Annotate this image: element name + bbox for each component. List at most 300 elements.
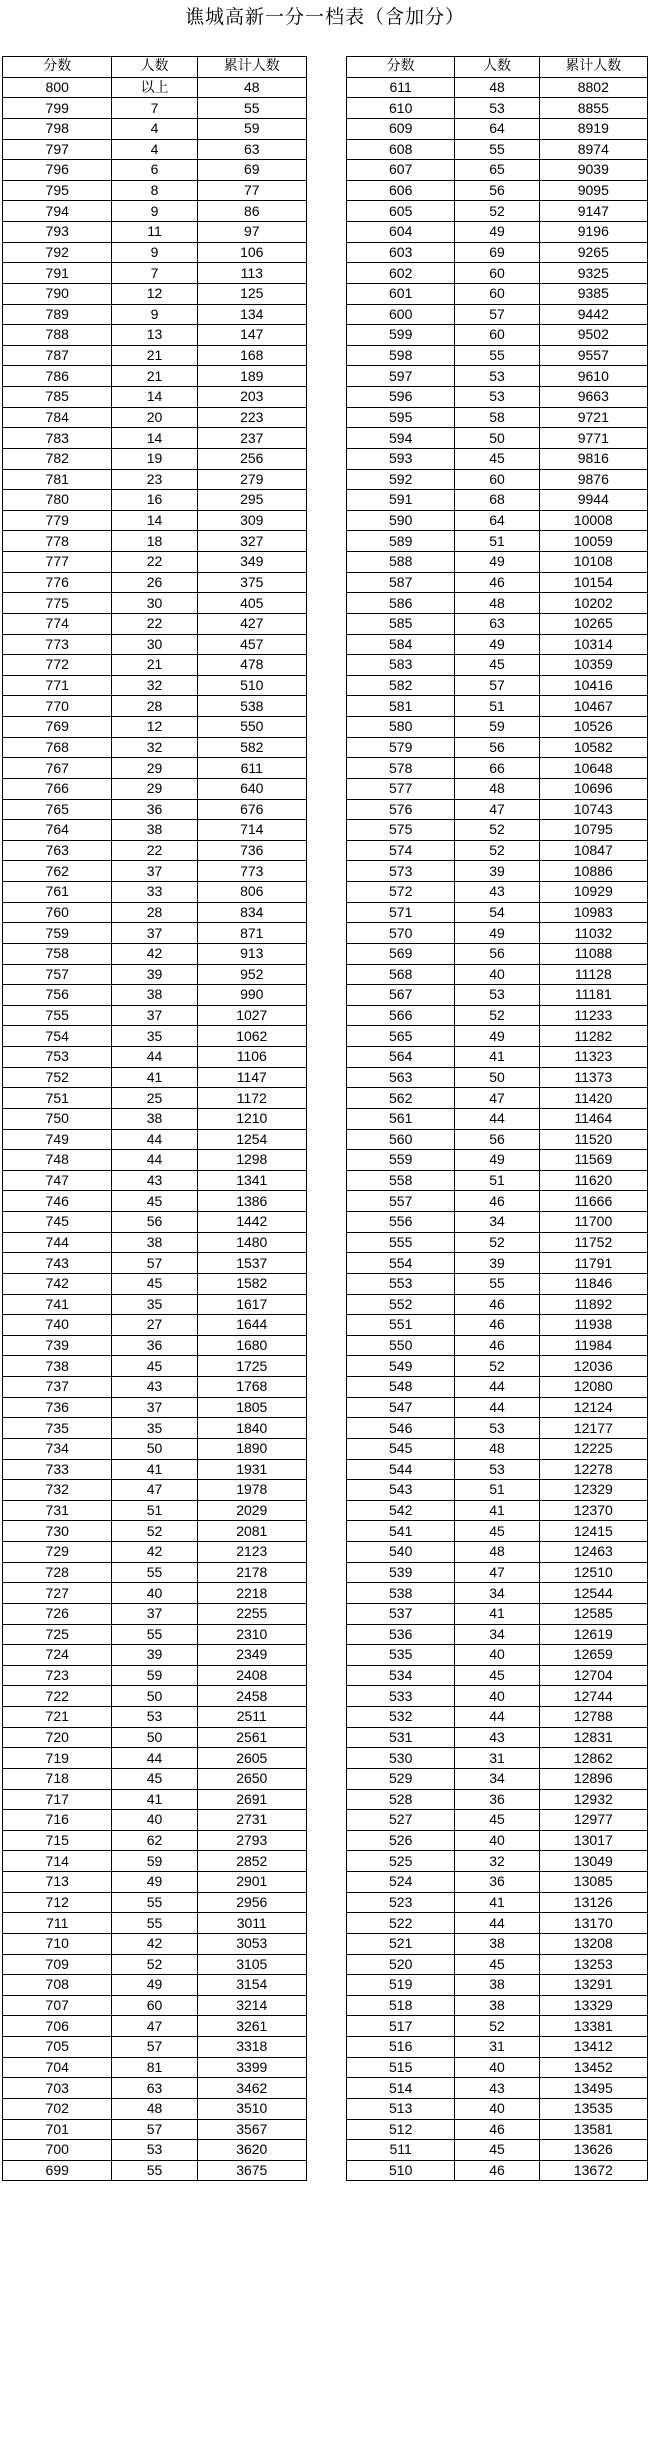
cell-count: 48	[455, 593, 539, 614]
cell-count: 18	[112, 531, 197, 552]
cell-count: 46	[455, 2160, 539, 2181]
table-row	[3, 283, 307, 304]
cell-count: 49	[455, 923, 539, 944]
table-row	[347, 655, 648, 676]
cell-cumulative: 10314	[539, 634, 647, 655]
table-row	[3, 325, 307, 346]
cell-cumulative: 12080	[539, 1377, 647, 1398]
cell-score: 603	[347, 242, 455, 263]
cell-cumulative: 9502	[539, 325, 647, 346]
cell-count: 38	[455, 1975, 539, 1996]
table-row	[3, 428, 307, 449]
table-row	[347, 98, 648, 119]
cell-score: 766	[3, 778, 112, 799]
cell-count: 56	[455, 1129, 539, 1150]
cell-cumulative: 3214	[197, 1995, 306, 2016]
cell-cumulative: 10108	[539, 552, 647, 573]
cell-score: 769	[3, 717, 112, 738]
cell-cumulative: 1890	[197, 1438, 306, 1459]
cell-score: 601	[347, 283, 455, 304]
table-row	[347, 1191, 648, 1212]
cell-cumulative: 3675	[197, 2160, 306, 2181]
cell-score: 756	[3, 985, 112, 1006]
cell-score: 707	[3, 1995, 112, 2016]
cell-score: 740	[3, 1315, 112, 1336]
table-row	[347, 1273, 648, 1294]
cell-score: 543	[347, 1480, 455, 1501]
table-row	[347, 1253, 648, 1274]
table-row	[3, 778, 307, 799]
cell-count: 41	[112, 1459, 197, 1480]
cell-count: 35	[112, 1294, 197, 1315]
cell-score: 739	[3, 1335, 112, 1356]
cell-count: 52	[455, 1356, 539, 1377]
cell-cumulative: 11892	[539, 1294, 647, 1315]
cell-score: 776	[3, 572, 112, 593]
cell-count: 33	[112, 882, 197, 903]
table-row	[3, 923, 307, 944]
table-row	[347, 345, 648, 366]
table-row	[347, 799, 648, 820]
cell-count: 23	[112, 469, 197, 490]
cell-count: 44	[455, 1377, 539, 1398]
table-row	[3, 1480, 307, 1501]
table-row	[347, 1088, 648, 1109]
cell-score: 595	[347, 407, 455, 428]
cell-score: 754	[3, 1026, 112, 1047]
cell-count: 38	[112, 820, 197, 841]
table-row	[3, 139, 307, 160]
cell-count: 55	[455, 1273, 539, 1294]
cell-score: 749	[3, 1129, 112, 1150]
cell-cumulative: 12619	[539, 1624, 647, 1645]
cell-score: 546	[347, 1418, 455, 1439]
cell-cumulative: 12463	[539, 1542, 647, 1563]
cell-count: 44	[112, 1150, 197, 1171]
cell-count: 43	[455, 882, 539, 903]
cell-count: 45	[455, 1521, 539, 1542]
cell-cumulative: 1172	[197, 1088, 306, 1109]
cell-count: 14	[112, 387, 197, 408]
table-row	[347, 2057, 648, 2078]
cell-count: 以上	[112, 77, 197, 98]
table-row	[347, 1748, 648, 1769]
table-row	[347, 1005, 648, 1026]
cell-cumulative: 11032	[539, 923, 647, 944]
cell-score: 781	[3, 469, 112, 490]
cell-count: 55	[112, 1624, 197, 1645]
cell-cumulative: 3053	[197, 1933, 306, 1954]
cell-score: 583	[347, 655, 455, 676]
table-row	[3, 799, 307, 820]
cell-score: 579	[347, 737, 455, 758]
cell-cumulative: 1442	[197, 1212, 306, 1233]
table-row	[3, 345, 307, 366]
cell-score: 730	[3, 1521, 112, 1542]
table-row	[347, 964, 648, 985]
cell-cumulative: 12659	[539, 1645, 647, 1666]
cell-score: 746	[3, 1191, 112, 1212]
cell-score: 575	[347, 820, 455, 841]
table-row	[3, 902, 307, 923]
table-row	[347, 2037, 648, 2058]
table-row	[347, 1768, 648, 1789]
cell-cumulative: 13291	[539, 1975, 647, 1996]
cell-count: 45	[112, 1273, 197, 1294]
table-row	[3, 593, 307, 614]
cell-count: 45	[455, 655, 539, 676]
cell-cumulative: 11846	[539, 1273, 647, 1294]
cell-score: 572	[347, 882, 455, 903]
table-row	[3, 1645, 307, 1666]
cell-count: 56	[112, 1212, 197, 1233]
cell-cumulative: 12744	[539, 1686, 647, 1707]
cell-cumulative: 2605	[197, 1748, 306, 1769]
cell-score: 517	[347, 2016, 455, 2037]
cell-cumulative: 550	[197, 717, 306, 738]
cell-score: 762	[3, 861, 112, 882]
cell-cumulative: 10202	[539, 593, 647, 614]
cell-count: 47	[455, 1562, 539, 1583]
cell-count: 22	[112, 552, 197, 573]
table-row	[347, 2119, 648, 2140]
table-row	[347, 1335, 648, 1356]
header-score: 分数	[3, 57, 112, 78]
cell-score: 729	[3, 1542, 112, 1563]
table-row	[347, 2016, 648, 2037]
cell-count: 63	[455, 613, 539, 634]
cell-count: 43	[455, 2078, 539, 2099]
cell-count: 8	[112, 180, 197, 201]
table-row	[3, 758, 307, 779]
table-row	[347, 1707, 648, 1728]
table-row	[347, 1542, 648, 1563]
cell-cumulative: 2511	[197, 1707, 306, 1728]
cell-score: 787	[3, 345, 112, 366]
table-row	[347, 1995, 648, 2016]
cell-score: 554	[347, 1253, 455, 1274]
cell-count: 52	[112, 1521, 197, 1542]
cell-score: 767	[3, 758, 112, 779]
cell-score: 751	[3, 1088, 112, 1109]
cell-count: 7	[112, 98, 197, 119]
cell-cumulative: 10059	[539, 531, 647, 552]
table-row	[3, 469, 307, 490]
cell-score: 511	[347, 2140, 455, 2161]
cell-cumulative: 11700	[539, 1212, 647, 1233]
cell-cumulative: 640	[197, 778, 306, 799]
table-row	[3, 118, 307, 139]
cell-count: 41	[112, 1067, 197, 1088]
cell-cumulative: 279	[197, 469, 306, 490]
table-row	[347, 634, 648, 655]
cell-cumulative: 3510	[197, 2098, 306, 2119]
cell-score: 573	[347, 861, 455, 882]
cell-score: 795	[3, 180, 112, 201]
table-row	[3, 1954, 307, 1975]
cell-count: 29	[112, 758, 197, 779]
cell-score: 747	[3, 1170, 112, 1191]
table-row	[3, 2160, 307, 2181]
cell-count: 47	[455, 799, 539, 820]
cell-score: 585	[347, 613, 455, 634]
cell-score: 721	[3, 1707, 112, 1728]
table-row	[347, 1170, 648, 1191]
cell-score: 539	[347, 1562, 455, 1583]
cell-count: 52	[455, 1232, 539, 1253]
cell-cumulative: 13381	[539, 2016, 647, 2037]
cell-count: 26	[112, 572, 197, 593]
table-row	[347, 861, 648, 882]
cell-score: 790	[3, 283, 112, 304]
cell-count: 45	[112, 1191, 197, 1212]
cell-score: 522	[347, 1913, 455, 1934]
table-row	[3, 1232, 307, 1253]
cell-score: 758	[3, 943, 112, 964]
cell-count: 35	[112, 1026, 197, 1047]
cell-cumulative: 11420	[539, 1088, 647, 1109]
cell-cumulative: 3620	[197, 2140, 306, 2161]
cell-cumulative: 327	[197, 531, 306, 552]
table-row	[3, 1748, 307, 1769]
cell-cumulative: 12225	[539, 1438, 647, 1459]
cell-cumulative: 10526	[539, 717, 647, 738]
cell-score: 584	[347, 634, 455, 655]
cell-cumulative: 69	[197, 160, 306, 181]
cell-count: 49	[455, 634, 539, 655]
cell-cumulative: 2255	[197, 1603, 306, 1624]
table-row	[3, 1005, 307, 1026]
cell-score: 593	[347, 448, 455, 469]
table-row	[347, 283, 648, 304]
cell-cumulative: 714	[197, 820, 306, 841]
cell-cumulative: 806	[197, 882, 306, 903]
cell-cumulative: 1147	[197, 1067, 306, 1088]
cell-score: 743	[3, 1253, 112, 1274]
cell-cumulative: 11088	[539, 943, 647, 964]
cell-count: 55	[112, 2160, 197, 2181]
cell-score: 752	[3, 1067, 112, 1088]
cell-score: 741	[3, 1294, 112, 1315]
cell-count: 55	[112, 1892, 197, 1913]
cell-score: 771	[3, 675, 112, 696]
cell-score: 529	[347, 1768, 455, 1789]
cell-score: 596	[347, 387, 455, 408]
cell-cumulative: 2178	[197, 1562, 306, 1583]
cell-cumulative: 1537	[197, 1253, 306, 1274]
table-row	[347, 882, 648, 903]
cell-score: 510	[347, 2160, 455, 2181]
cell-count: 22	[112, 613, 197, 634]
cell-cumulative: 12544	[539, 1583, 647, 1604]
cell-score: 578	[347, 758, 455, 779]
table-row	[3, 490, 307, 511]
table-row	[3, 1315, 307, 1336]
cell-score: 520	[347, 1954, 455, 1975]
cell-count: 21	[112, 345, 197, 366]
cell-count: 47	[112, 2016, 197, 2037]
table-row	[347, 77, 648, 98]
table-row	[3, 1500, 307, 1521]
cell-score: 540	[347, 1542, 455, 1563]
table-row	[3, 160, 307, 181]
cell-score: 800	[3, 77, 112, 98]
cell-count: 41	[455, 1500, 539, 1521]
cell-count: 9	[112, 242, 197, 263]
cell-cumulative: 10416	[539, 675, 647, 696]
cell-count: 50	[455, 428, 539, 449]
cell-score: 515	[347, 2057, 455, 2078]
cell-score: 533	[347, 1686, 455, 1707]
cell-score: 712	[3, 1892, 112, 1913]
cell-cumulative: 3154	[197, 1975, 306, 1996]
table-row	[347, 613, 648, 634]
table-row	[3, 1810, 307, 1831]
table-row	[3, 98, 307, 119]
table-row	[347, 840, 648, 861]
cell-score: 568	[347, 964, 455, 985]
cell-count: 40	[455, 2057, 539, 2078]
table-row	[3, 717, 307, 738]
cell-count: 30	[112, 634, 197, 655]
cell-cumulative: 952	[197, 964, 306, 985]
cell-cumulative: 2731	[197, 1810, 306, 1831]
cell-count: 4	[112, 139, 197, 160]
table-row	[347, 943, 648, 964]
table-row	[3, 242, 307, 263]
cell-score: 760	[3, 902, 112, 923]
cell-count: 57	[112, 1253, 197, 1274]
cell-score: 553	[347, 1273, 455, 1294]
table-row	[3, 1686, 307, 1707]
cell-cumulative: 12977	[539, 1810, 647, 1831]
table-header-row	[3, 57, 307, 78]
table-row	[3, 1975, 307, 1996]
cell-count: 81	[112, 2057, 197, 2078]
table-row	[3, 1789, 307, 1810]
cell-count: 42	[112, 1542, 197, 1563]
cell-cumulative: 86	[197, 201, 306, 222]
cell-score: 582	[347, 675, 455, 696]
table-row	[347, 1624, 648, 1645]
cell-cumulative: 510	[197, 675, 306, 696]
cell-score: 753	[3, 1047, 112, 1068]
cell-score: 699	[3, 2160, 112, 2181]
cell-cumulative: 13208	[539, 1933, 647, 1954]
cell-cumulative: 2852	[197, 1851, 306, 1872]
cell-score: 726	[3, 1603, 112, 1624]
cell-score: 733	[3, 1459, 112, 1480]
cell-cumulative: 8855	[539, 98, 647, 119]
cell-count: 44	[455, 1108, 539, 1129]
cell-cumulative: 295	[197, 490, 306, 511]
cell-count: 38	[455, 1933, 539, 1954]
cell-cumulative: 12862	[539, 1748, 647, 1769]
cell-count: 46	[455, 2119, 539, 2140]
cell-count: 46	[455, 1315, 539, 1336]
cell-count: 29	[112, 778, 197, 799]
cell-score: 745	[3, 1212, 112, 1233]
cell-count: 66	[455, 758, 539, 779]
table-row	[347, 552, 648, 573]
cell-cumulative: 676	[197, 799, 306, 820]
cell-score: 588	[347, 552, 455, 573]
cell-score: 562	[347, 1088, 455, 1109]
cell-count: 6	[112, 160, 197, 181]
table-row	[347, 778, 648, 799]
table-row	[3, 1170, 307, 1191]
cell-score: 609	[347, 118, 455, 139]
cell-score: 571	[347, 902, 455, 923]
cell-score: 580	[347, 717, 455, 738]
cell-cumulative: 10265	[539, 613, 647, 634]
cell-score: 708	[3, 1975, 112, 1996]
table-row	[347, 1356, 648, 1377]
cell-score: 600	[347, 304, 455, 325]
cell-cumulative: 13535	[539, 2098, 647, 2119]
cell-cumulative: 10847	[539, 840, 647, 861]
cell-score: 796	[3, 160, 112, 181]
table-row	[347, 1872, 648, 1893]
cell-count: 32	[112, 737, 197, 758]
cell-cumulative: 2650	[197, 1768, 306, 1789]
table-row	[3, 1459, 307, 1480]
cell-cumulative: 13049	[539, 1851, 647, 1872]
table-row	[3, 1150, 307, 1171]
cell-cumulative: 10154	[539, 572, 647, 593]
cell-score: 777	[3, 552, 112, 573]
cell-count: 4	[112, 118, 197, 139]
table-row	[347, 717, 648, 738]
table-row	[3, 1294, 307, 1315]
cell-count: 40	[455, 1686, 539, 1707]
cell-count: 60	[112, 1995, 197, 2016]
cell-count: 25	[112, 1088, 197, 1109]
cell-count: 31	[455, 2037, 539, 2058]
table-row	[3, 985, 307, 1006]
cell-cumulative: 11569	[539, 1150, 647, 1171]
table-row	[347, 1294, 648, 1315]
cell-count: 38	[112, 1108, 197, 1129]
cell-score: 764	[3, 820, 112, 841]
cell-cumulative: 405	[197, 593, 306, 614]
table-row	[347, 1480, 648, 1501]
cell-count: 52	[455, 820, 539, 841]
table-row	[347, 593, 648, 614]
cell-cumulative: 11791	[539, 1253, 647, 1274]
cell-score: 723	[3, 1665, 112, 1686]
cell-score: 516	[347, 2037, 455, 2058]
cell-count: 41	[455, 1892, 539, 1913]
cell-score: 549	[347, 1356, 455, 1377]
cell-score: 713	[3, 1872, 112, 1893]
cell-cumulative: 1840	[197, 1418, 306, 1439]
cell-count: 56	[455, 737, 539, 758]
cell-cumulative: 12932	[539, 1789, 647, 1810]
cell-count: 56	[455, 943, 539, 964]
cell-score: 532	[347, 1707, 455, 1728]
cell-count: 39	[112, 964, 197, 985]
table-row	[347, 201, 648, 222]
cell-count: 37	[112, 1397, 197, 1418]
cell-score: 768	[3, 737, 112, 758]
cell-score: 563	[347, 1067, 455, 1088]
cell-count: 39	[112, 1645, 197, 1666]
cell-cumulative: 13452	[539, 2057, 647, 2078]
table-row	[347, 1212, 648, 1233]
cell-score: 788	[3, 325, 112, 346]
table-row	[347, 696, 648, 717]
